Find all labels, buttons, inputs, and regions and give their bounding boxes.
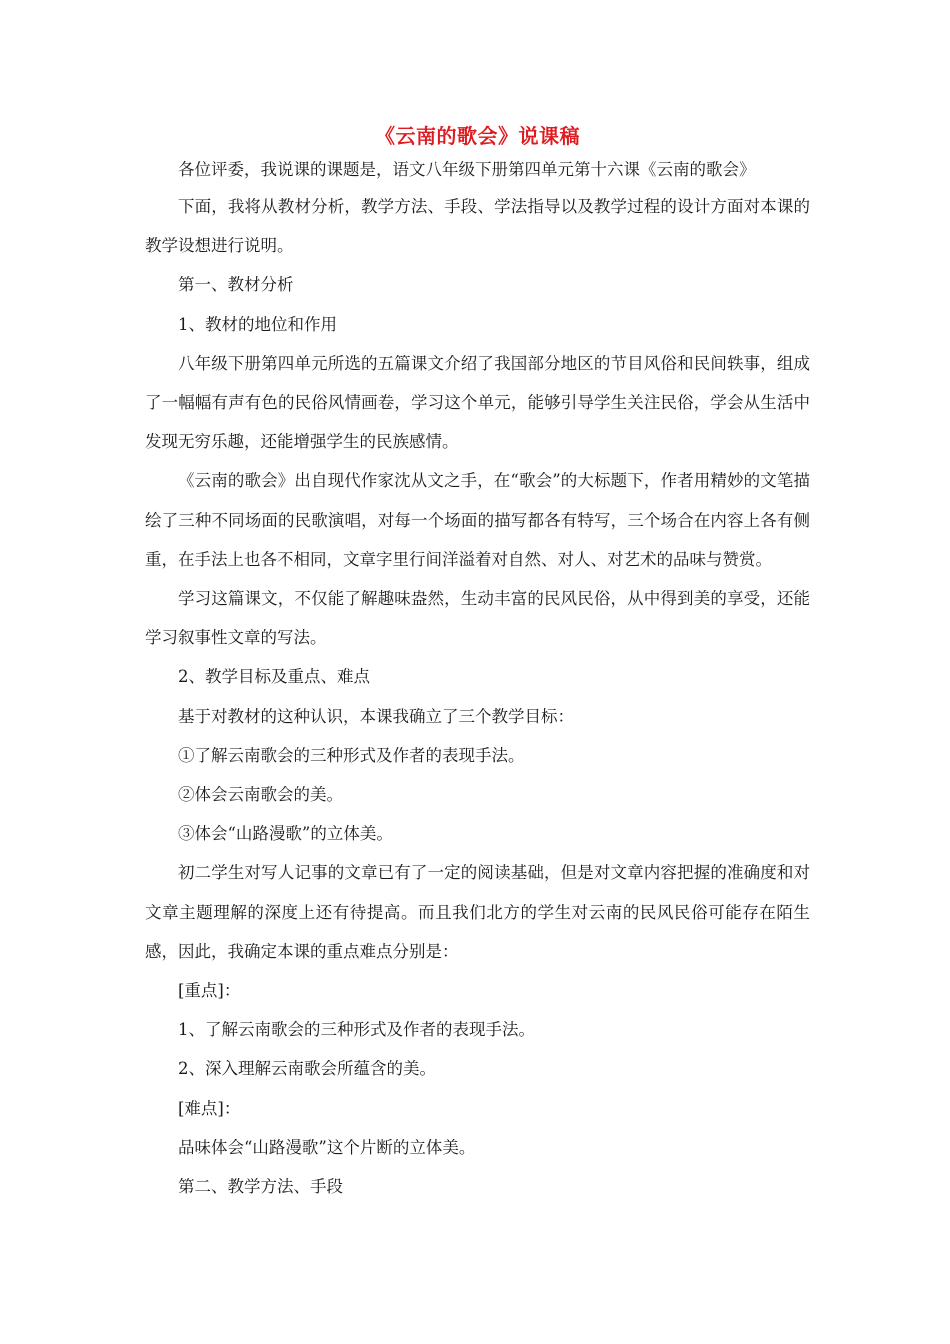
subsection-heading-1: 1、教材的地位和作用	[178, 314, 337, 334]
key-points-label: [重点]：	[178, 981, 241, 1001]
key-point-item-1: 1、了解云南歌会的三种形式及作者的表现手法。	[178, 1020, 535, 1040]
document-body	[145, 120, 810, 1206]
goal-item-2: ②体会云南歌会的美。	[178, 785, 343, 805]
goal-item-3: ③体会“山路漫歌”的立体美。	[178, 824, 393, 844]
difficulty-item: 品味体会“山路漫歌”这个片断的立体美。	[178, 1137, 476, 1157]
paragraph-overview: 下面，我将从教材分析，教学方法、手段、学法指导以及教学过程的设计方面对本课的教学设想进行说明。	[145, 197, 810, 256]
paragraph-intro: 各位评委，我说课的课题是，语文八年级下册第四单元第十六课《云南的歌会》	[178, 160, 756, 179]
document-title: 《云南的歌会》说课稿	[375, 124, 580, 148]
paragraph-learning-value: 学习这篇课文，不仅能了解趣味盎然，生动丰富的民风民俗，从中得到美的享受，还能学习叙事性文章的写法。	[145, 589, 810, 648]
paragraph-student-analysis: 初二学生对写人记事的文章已有了一定的阅读基础，但是对文章内容把握的准确度和对文章主题理解的深度上还有待提高。而且我们北方的学生对云南的民风民俗可能存在陌生感，因此，我确定本课的重点难点分别是：	[145, 863, 810, 961]
section-heading-2: 第二、教学方法、手段	[178, 1177, 343, 1197]
goal-item-1: ①了解云南歌会的三种形式及作者的表现手法。	[178, 745, 525, 765]
subsection-heading-2: 2、教学目标及重点、难点	[178, 667, 370, 687]
paragraph-unit-intro: 八年级下册第四单元所选的五篇课文介绍了我国部分地区的节目风俗和民间轶事，组成了一幅幅有声有色的民俗风情画卷，学习这个单元，能够引导学生关注民俗，学会从生活中发现无穷乐趣，还能增强学生的民族感情。	[145, 353, 810, 452]
difficulty-label: [难点]：	[178, 1098, 241, 1118]
section-heading-1: 第一、教材分析	[178, 275, 294, 295]
paragraph-text-analysis: 《云南的歌会》出自现代作家沈从文之手，在“歌会”的大标题下，作者用精妙的文笔描绘了三种不同场面的民歌演唱，对每一个场面的描写都各有特写，三个场合在内容上各有侧重，在手法上也各不相同，文章字里行间洋溢着对自然、对人、对艺术的品味与赞赏。	[145, 471, 810, 569]
key-point-item-2: 2、深入理解云南歌会所蕴含的美。	[178, 1059, 436, 1079]
paragraph-goals-intro: 基于对教材的这种认识，本课我确立了三个教学目标：	[178, 706, 574, 726]
